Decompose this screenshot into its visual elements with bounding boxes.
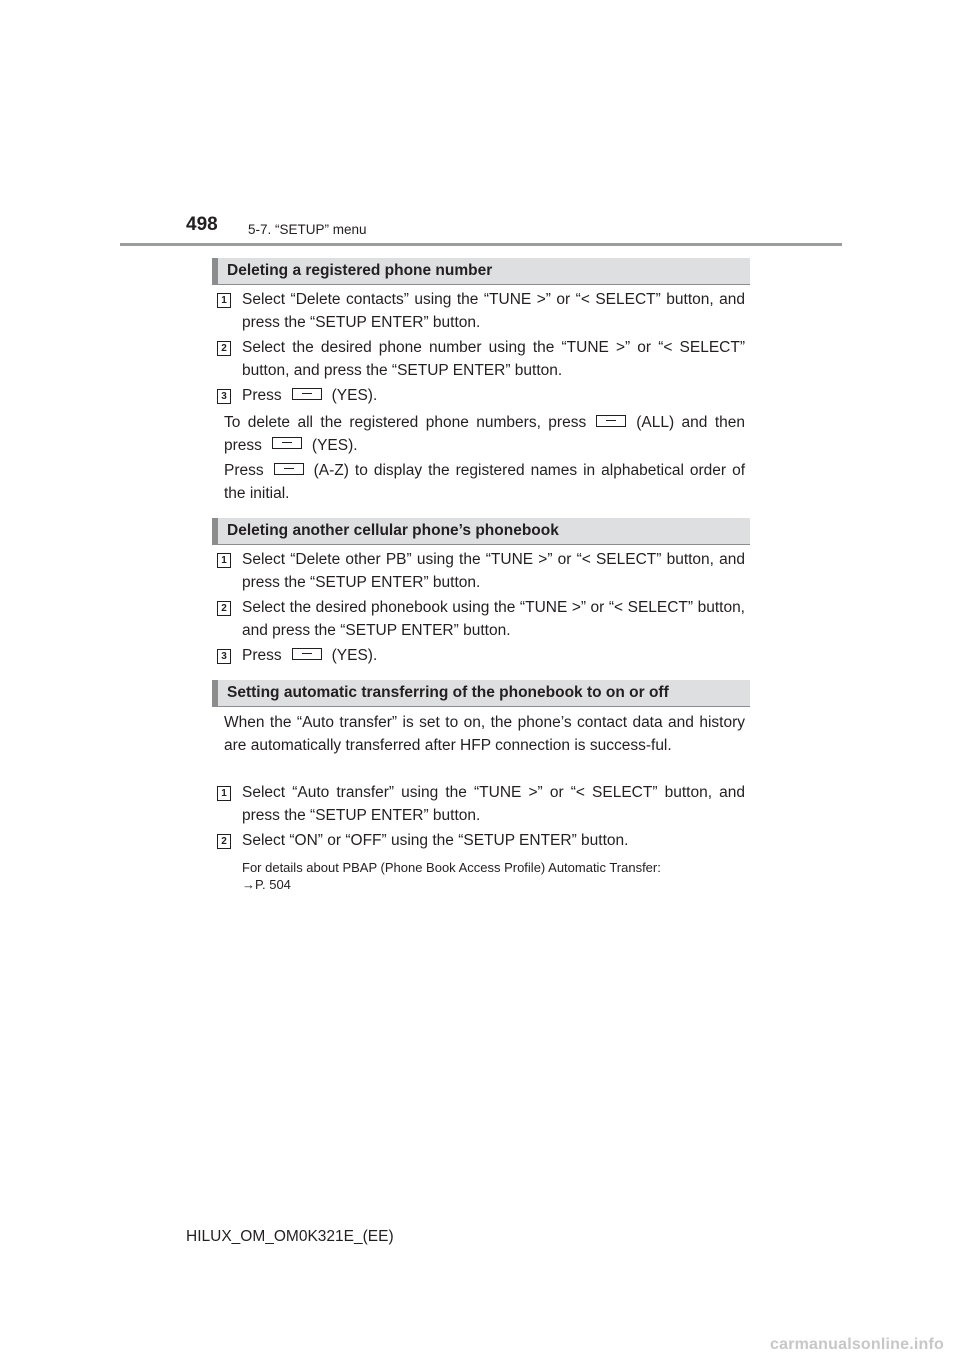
display-button-icon [272,437,302,449]
step-number: 2 [217,341,231,356]
step-text [242,645,745,668]
step-text: Select the desired phone number using the “TUNE >” or “< SELECT” button, and press the “SETUP ENTER” button. [242,339,745,379]
step-number: 2 [217,601,231,616]
section-heading-auto-transfer [212,680,750,707]
step-number: 3 [217,649,231,664]
step-text: Select “ON” or “OFF” using the “SETUP ENTER” button. [242,832,629,849]
header-divider [120,243,842,246]
display-button-icon [274,463,304,475]
step-text [242,385,745,408]
note-line: For details about PBAP (Phone Book Access Profile) Automatic Transfer: [242,860,661,875]
display-button-icon [596,415,626,427]
step-text-after: (YES). [331,647,378,664]
section-heading-label: Deleting a registered phone number [227,262,493,279]
watermark: carmanualsonline.info [770,1336,945,1353]
step-text-before: Press [242,647,282,664]
page-reference-link[interactable]: →P. 504 [242,877,291,892]
paragraph-part: (YES). [311,436,358,454]
step-number: 1 [217,293,231,308]
paragraph-part: To delete all the registered phone numbers, press [224,414,587,431]
step-number: 3 [217,389,231,404]
paragraph-part: (ALL) and then press [224,414,746,454]
page-number: 498 [186,214,218,235]
step-text: Select “Delete other PB” using the “TUNE >” or “< SELECT” button, and press the “SETUP ENTER” button. [242,551,745,591]
body-paragraph [224,412,745,457]
step-number: 1 [217,786,231,801]
reference-note [242,859,745,893]
step-number: 2 [217,834,231,849]
section-heading-label: Setting automatic transferring of the phonebook to on or off [227,684,669,701]
body-paragraph [224,460,745,505]
step-text: Select “Delete contacts” using the “TUNE >” or “< SELECT” button, and press the “SETUP ENTER” button. [242,291,745,331]
body-paragraph: When the “Auto transfer” is set to on, the phone’s contact data and history are automatically transferred after HFP connection is success-ful. [224,714,745,754]
document-code: HILUX_OM_OM0K321E_(EE) [186,1228,394,1245]
display-button-icon [292,388,322,400]
step-number: 1 [217,553,231,568]
section-heading-delete-registered [212,258,750,285]
display-button-icon [292,648,322,660]
section-heading-delete-other-phonebook [212,518,750,545]
paragraph-part: Press [224,462,264,479]
step-text: Select “Auto transfer” using the “TUNE >” or “< SELECT” button, and press the “SETUP ENTER” button. [242,784,745,824]
step-text-before: Press [242,387,282,404]
paragraph-part: (A-Z) to display the registered names in alphabetical order of the initial. [224,462,745,502]
step-text: Select the desired phonebook using the “TUNE >” or “< SELECT” button, and press the “SETUP ENTER” button. [242,599,745,639]
step-text-after: (YES). [331,387,378,404]
section-title: 5-7. “SETUP” menu [248,222,367,237]
section-heading-label: Deleting another cellular phone’s phonebook [227,522,559,539]
